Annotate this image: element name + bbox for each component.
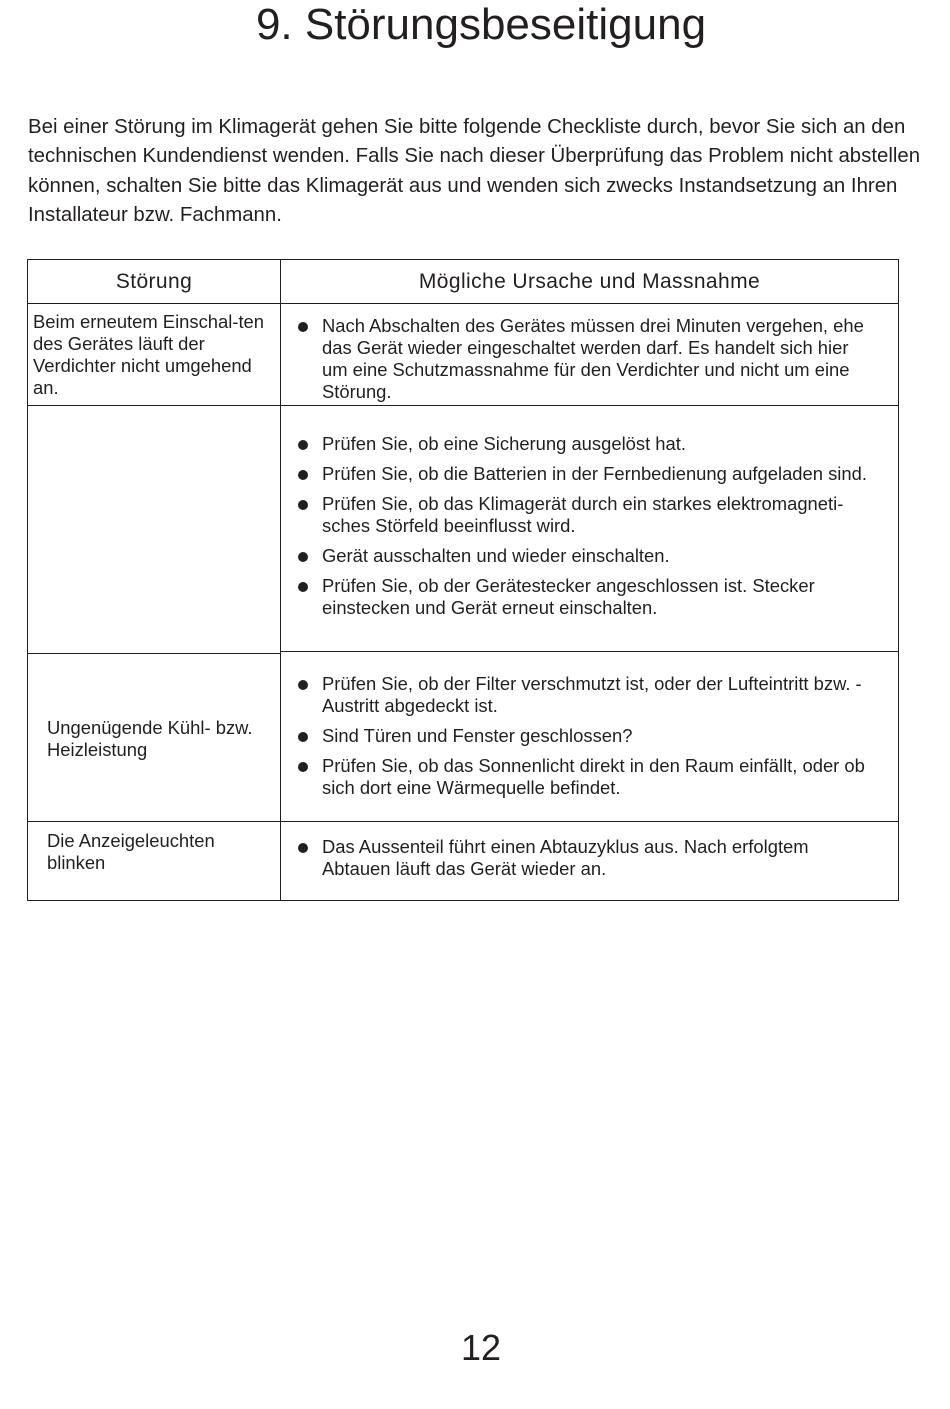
measure-item (298, 755, 878, 799)
measure-item (298, 836, 878, 880)
measure-text: Gerät ausschalten und wieder einschalten. (322, 545, 670, 566)
measure-item (298, 575, 878, 619)
measure-item (298, 673, 878, 717)
measure-text: Prüfen Sie, ob das Sonnenlicht direkt in den Raum einfällt, oder ob sich dort eine Wärmequelle befindet. (322, 755, 865, 798)
measure-list (298, 315, 878, 411)
problem-cell: Beim erneutem Einschal-ten des Gerätes läuft der Verdichter nicht umgehend an. (33, 311, 265, 398)
measure-item (298, 725, 878, 747)
problem-cell: Die Anzeigeleuchten blinken (47, 830, 215, 873)
row-divider (280, 651, 898, 652)
bullet-icon (298, 552, 308, 562)
bullet-icon (298, 680, 308, 690)
measure-item (298, 545, 878, 567)
measure-list (298, 836, 878, 888)
page-number: 12 (460, 1327, 502, 1368)
header-cause-measure: Mögliche Ursache und Massnahme (418, 270, 761, 293)
measure-item (298, 315, 878, 403)
header-problem: Störung (115, 270, 193, 293)
row-divider (28, 405, 898, 406)
row-divider (28, 303, 898, 304)
measure-item (298, 433, 878, 455)
bullet-icon (298, 500, 308, 510)
bullet-icon (298, 843, 308, 853)
bullet-icon (298, 732, 308, 742)
row-divider (28, 821, 898, 822)
measure-list (298, 433, 878, 627)
measure-text: Prüfen Sie, ob eine Sicherung ausgelöst hat. (322, 433, 686, 454)
measure-text: Sind Türen und Fenster geschlossen? (322, 725, 633, 746)
bullet-icon (298, 470, 308, 480)
measure-text: Nach Abschalten des Gerätes müssen drei Minuten vergehen, ehe das Gerät wieder eingeschaltet werden darf. Es handelt sich hier um eine Schutzmassnahme für den Verdichter und nicht um eine Störung. (322, 315, 864, 402)
measure-item (298, 493, 878, 537)
row-divider (28, 653, 281, 654)
measure-text: Prüfen Sie, ob der Filter verschmutzt ist, oder der Lufteintritt bzw. -Austritt abgedeckt ist. (322, 673, 862, 716)
bullet-icon (298, 582, 308, 592)
measure-list (298, 673, 878, 807)
bullet-icon (298, 322, 308, 332)
measure-text: Prüfen Sie, ob die Batterien in der Fernbedienung aufgeladen sind. (322, 463, 867, 484)
measure-text: Prüfen Sie, ob der Gerätestecker angeschlossen ist. Stecker einstecken und Gerät erneut einschalten. (322, 575, 815, 618)
intro-paragraph: Bei einer Störung im Klimagerät gehen Sie bitte folgende Checkliste durch, bevor Sie sich an den technischen Kundendienst wenden. Falls Sie nach dieser Überprüfung das Problem nicht abstellen können, schalten Sie bitte das Klimagerät aus und wenden sich zwecks Instandsetzung an Ihren Installateur bzw. Fachmann. (28, 116, 921, 226)
page-title: 9. Störungsbeseitigung (255, 0, 707, 49)
measure-text: Prüfen Sie, ob das Klimagerät durch ein starkes elektromagneti-sches Störfeld beeinflusst wird. (322, 493, 844, 536)
bullet-icon (298, 440, 308, 450)
troubleshooting-table (27, 259, 899, 901)
measure-item (298, 463, 878, 485)
measure-text: Das Aussenteil führt einen Abtauzyklus aus. Nach erfolgtem Abtauen läuft das Gerät wieder an. (322, 836, 809, 879)
bullet-icon (298, 762, 308, 772)
problem-cell: Ungenügende Kühl- bzw. Heizleistung (47, 717, 253, 760)
column-divider (280, 260, 281, 900)
